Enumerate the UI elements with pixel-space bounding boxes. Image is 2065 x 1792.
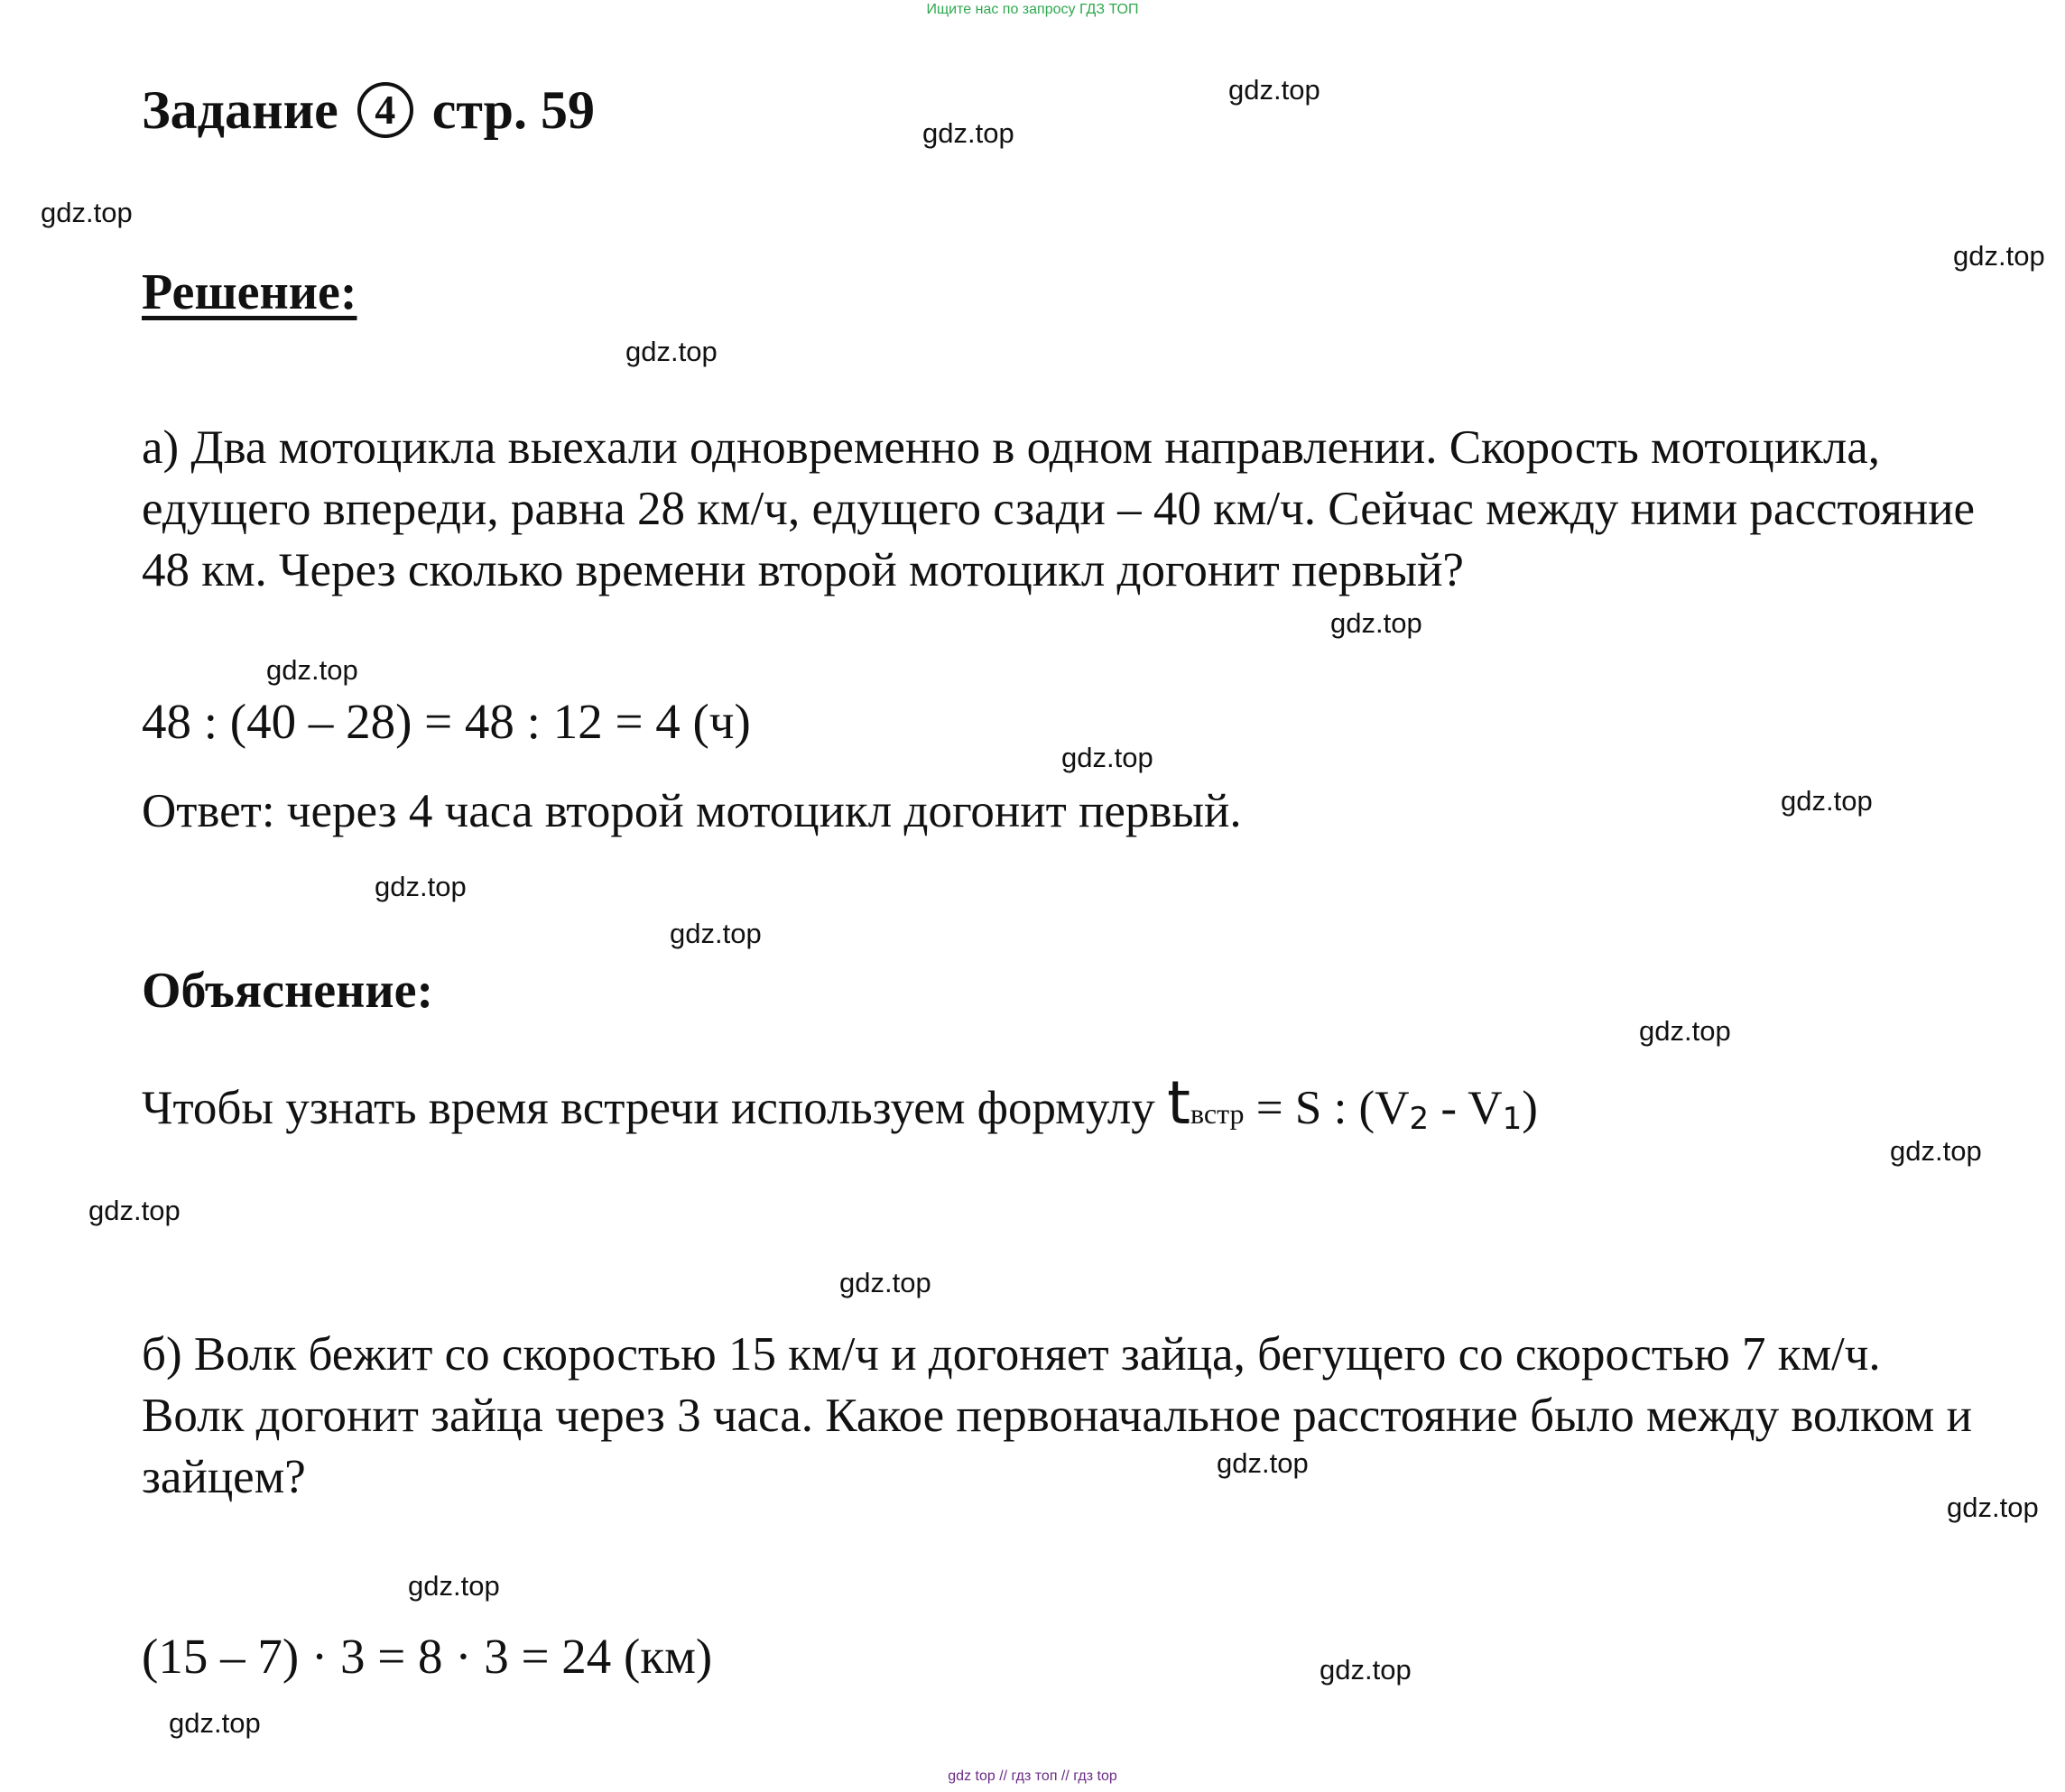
watermark: gdz.top	[625, 336, 718, 367]
watermark: gdz.top	[41, 197, 133, 228]
formula-mid: = S : (V	[1244, 1082, 1410, 1134]
solution-title: Решение:	[142, 264, 357, 320]
problem-a-text: а) Два мотоцикла выехали одновременно в одном направлении. Скорость мотоцикла, едущего впереди, равна 28 км/ч, едущего сзади – 40 км/ч. Сейчас между ними расстояние 48 км. Через сколько времени второй мотоцикл догонит первый?	[142, 421, 1976, 596]
calculation-a: 48 : (40 – 28) = 48 : 12 = 4 (ч)	[142, 694, 751, 749]
watermark: gdz.top	[839, 1267, 931, 1298]
task-heading	[142, 80, 596, 143]
formula-end: )	[1522, 1082, 1538, 1134]
formula-t-subscript: встр	[1190, 1097, 1245, 1130]
top-search-note: Ищите нас по запросу ГДЗ ТОП	[926, 2, 1139, 17]
watermark: gdz.top	[670, 918, 762, 949]
watermark: gdz.top	[1330, 607, 1422, 639]
watermark: gdz.top	[169, 1707, 261, 1739]
explanation-text: Чтобы узнать время встречи используем формулу	[142, 1082, 1168, 1134]
watermark: gdz.top	[1890, 1135, 1982, 1167]
task-heading-page: стр. 59	[431, 80, 596, 140]
watermark: gdz.top	[1639, 1015, 1731, 1047]
footer-note: gdz top // гдз топ // гдз top	[948, 1769, 1117, 1784]
formula-t: t	[1167, 1068, 1190, 1138]
watermark: gdz.top	[1947, 1492, 2039, 1523]
calculation-b: (15 – 7) · 3 = 8 · 3 = 24 (км)	[142, 1629, 713, 1684]
watermark: gdz.top	[1061, 742, 1153, 773]
watermark: gdz.top	[1953, 240, 2045, 272]
task-heading-prefix: Задание	[142, 80, 338, 140]
watermark: gdz.top	[375, 871, 467, 902]
watermark: gdz.top	[1228, 74, 1320, 106]
formula-v1-subscript: 1	[1502, 1101, 1523, 1137]
explanation-title: Объяснение:	[142, 963, 434, 1019]
watermark: gdz.top	[408, 1570, 500, 1602]
explanation-formula-line	[142, 1068, 1538, 1138]
formula-minus: - V	[1429, 1082, 1503, 1134]
watermark: gdz.top	[1781, 785, 1873, 817]
watermark: gdz.top	[1217, 1447, 1309, 1479]
formula-v2-subscript: 2	[1409, 1101, 1430, 1137]
answer-a: Ответ: через 4 часа второй мотоцикл догонит первый.	[142, 785, 1242, 837]
problem-b-text: б) Волк бежит со скоростью 15 км/ч и догоняет зайца, бегущего со скоростью 7 км/ч. Волк догонит зайца через 3 часа. Какое первоначальное расстояние было между волком и зайцем?	[142, 1328, 1972, 1503]
watermark: gdz.top	[922, 117, 1014, 149]
task-number-circle: 4	[357, 82, 413, 138]
watermark: gdz.top	[266, 654, 358, 686]
watermark: gdz.top	[88, 1195, 181, 1226]
watermark: gdz.top	[1320, 1654, 1412, 1686]
